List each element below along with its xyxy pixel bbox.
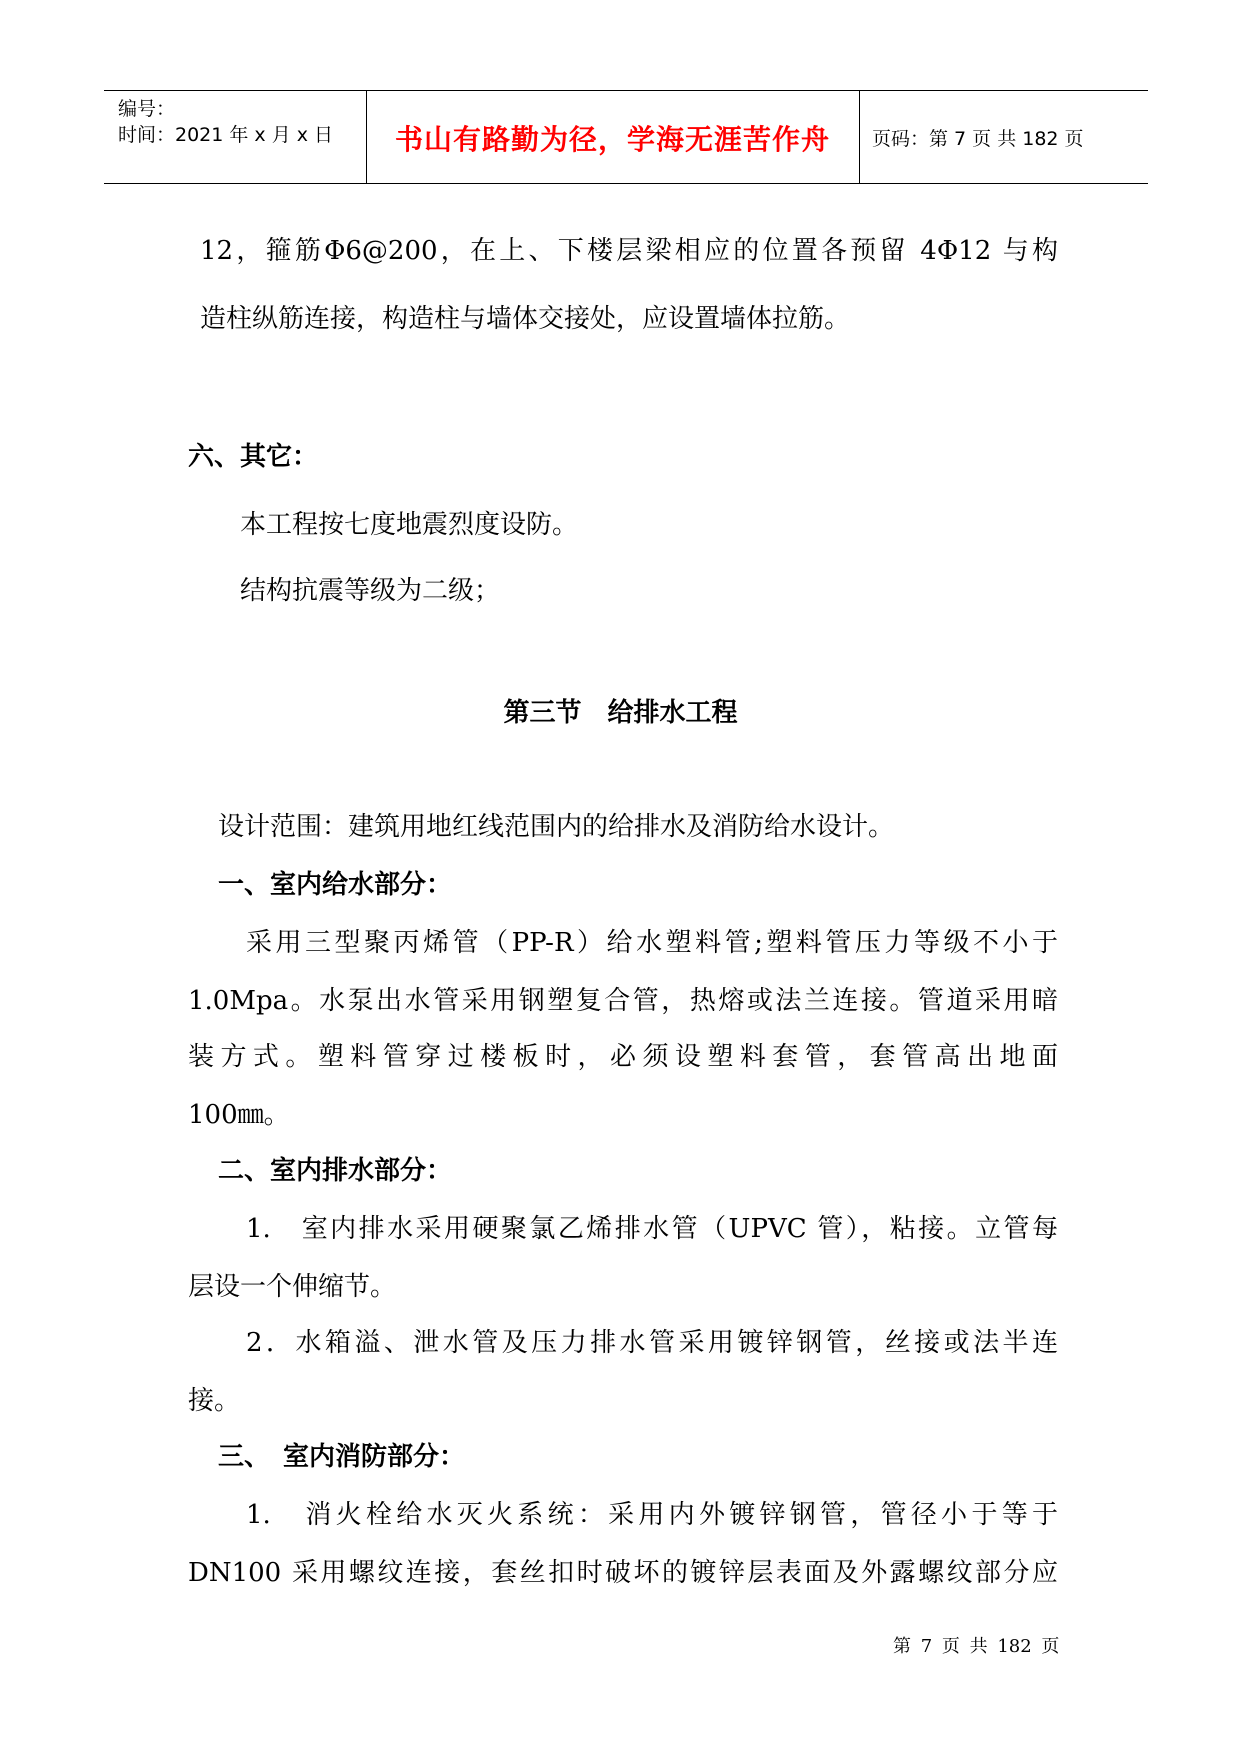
time-text: 时间：2021 年 x 月 x 日 [118,124,334,146]
header-motto: 书山有路勤为径，学海无涯苦作舟 [394,123,830,156]
heading-drainage: 二、室内排水部分： [218,1156,453,1186]
paragraph-line: 1. 室内排水采用硬聚氯乙烯排水管（UPVC 管），粘接。立管每 [246,1214,1058,1244]
header-top-rule [104,90,1148,91]
paragraph-line: DN100 采用螺纹连接，套丝扣时破坏的镀锌层表面及外露螺纹部分应 [188,1558,1058,1588]
paragraph-line: 层设一个伸缩节。 [188,1272,397,1302]
paragraph-line: 12，箍筋Φ6@200，在上、下楼层梁相应的位置各预留 4Φ12 与构 [200,236,1058,266]
serial-label: 编号： [118,98,176,120]
paragraph-line: 结构抗震等级为二级； [240,576,501,606]
paragraph-line: 1.0Mpa。水泵出水管采用钢塑复合管，热熔或法兰连接。管道采用暗 [188,986,1058,1016]
heading-other: 六、其它： [188,442,319,472]
paragraph-line: 100㎜。 [188,1100,290,1130]
heading-water-supply: 一、室内给水部分： [218,870,453,900]
paragraph-line: 装方式。塑料管穿过楼板时，必须设塑料套管，套管高出地面 [188,1042,1058,1072]
paragraph-line: 本工程按七度地震烈度设防。 [240,510,579,540]
paragraph-line: 造柱纵筋连接，构造柱与墙体交接处，应设置墙体拉筋。 [200,304,851,334]
paragraph-line: 设计范围：建筑用地红线范围内的给排水及消防给水设计。 [218,812,895,842]
section-title: 第三节 给排水工程 [503,698,738,728]
heading-fire: 三、 室内消防部分： [218,1442,466,1472]
header-page-info: 页码：第 7 页 共 182 页 [872,128,1084,150]
paragraph-line: 接。 [188,1386,241,1416]
paragraph-line: 采用三型聚丙烯管（PP-R）给水塑料管;塑料管压力等级不小于 [246,928,1058,958]
page-footer: 第 7 页 共 182 页 [893,1636,1060,1657]
header-bottom-rule [104,183,1148,184]
paragraph-line: 2．水箱溢、泄水管及压力排水管采用镀锌钢管，丝接或法半连 [246,1328,1058,1358]
page-header [104,90,1148,184]
header-divider [859,90,860,184]
paragraph-line: 1. 消火栓给水灭火系统：采用内外镀锌钢管，管径小于等于 [246,1500,1058,1530]
